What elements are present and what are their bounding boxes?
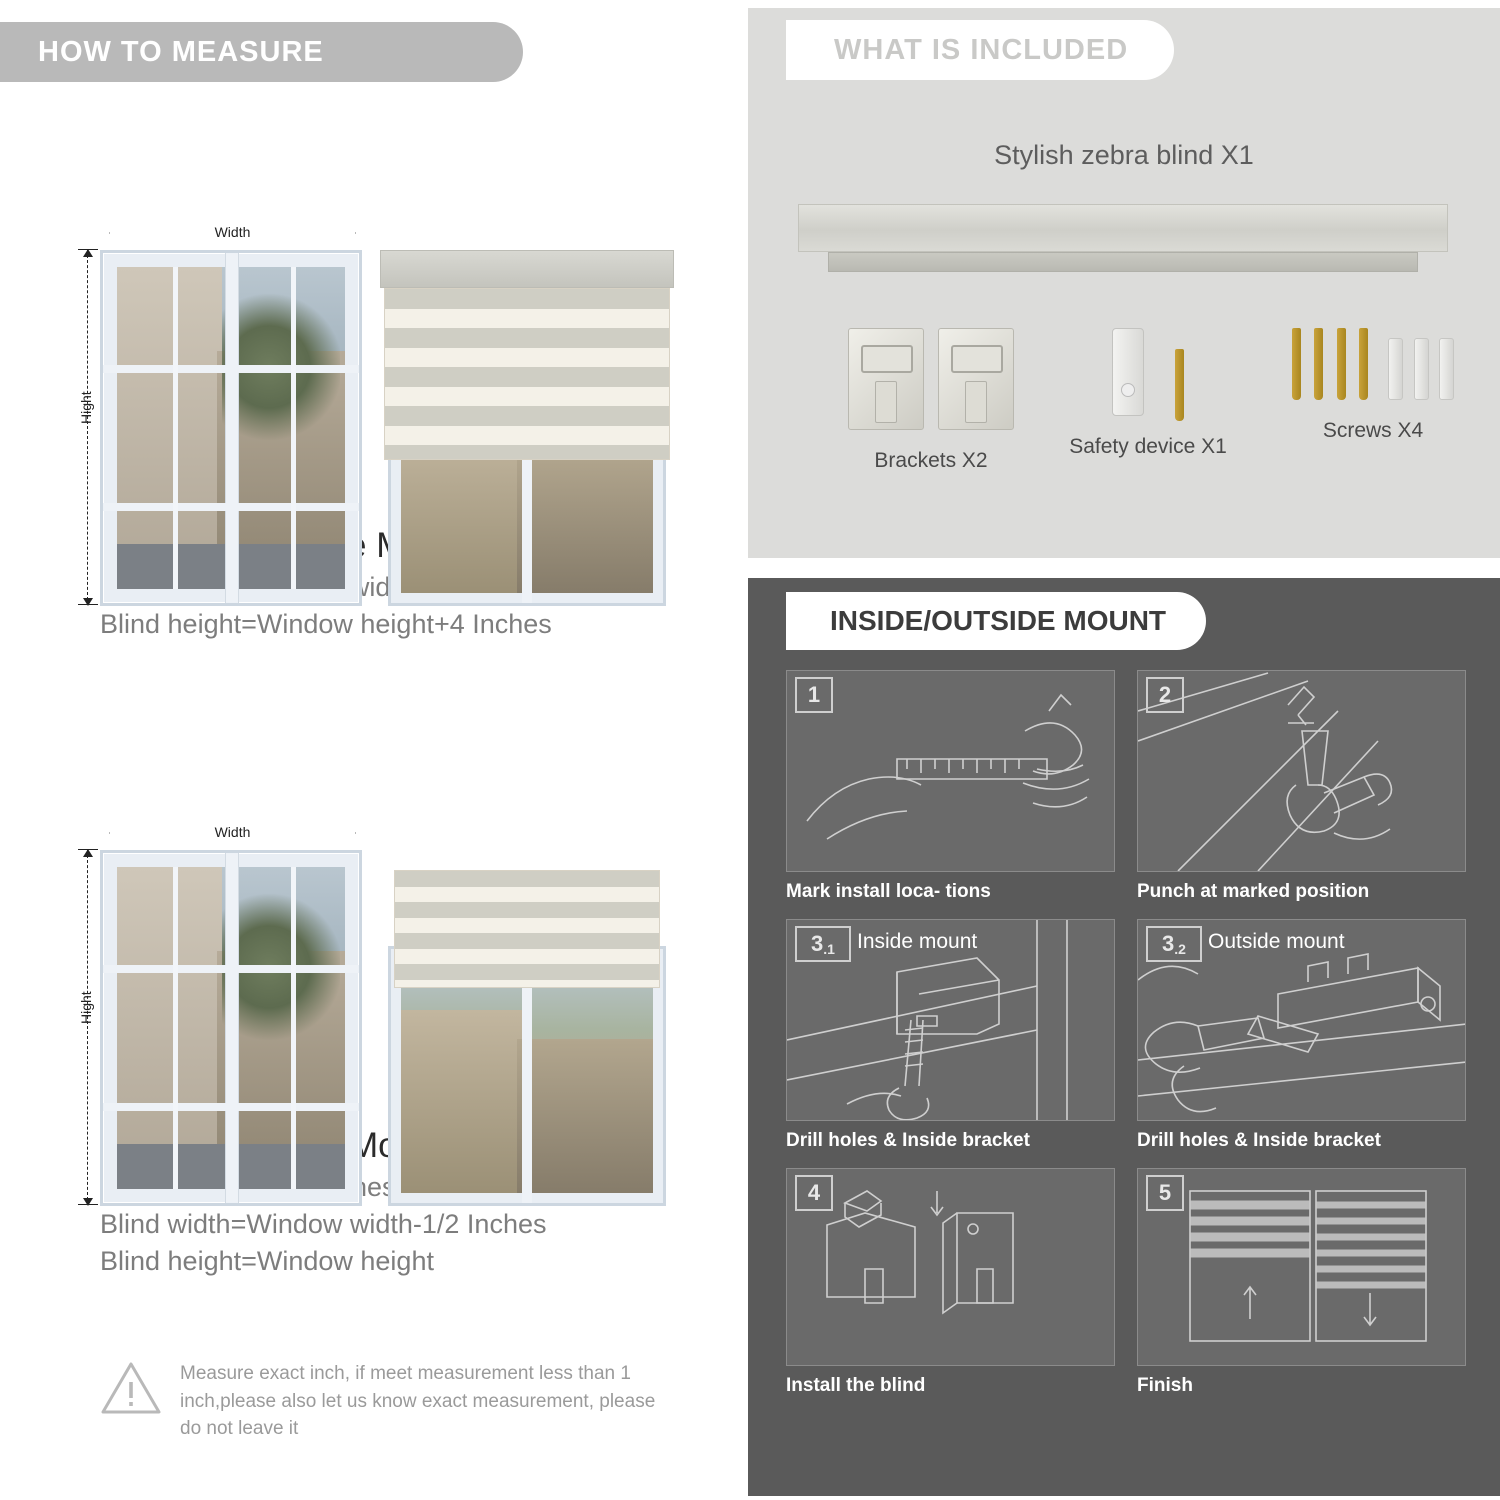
step-4-image bbox=[786, 1168, 1115, 1366]
step-5-image bbox=[1137, 1168, 1466, 1366]
warning-icon bbox=[100, 1360, 162, 1416]
what-is-included-panel bbox=[748, 8, 1500, 558]
part-screws-label: Screws X4 bbox=[1322, 419, 1424, 442]
outside-height-dimension-line bbox=[87, 250, 88, 605]
screw-icon-1 bbox=[1292, 328, 1301, 400]
inside-mount-illustration bbox=[0, 710, 740, 1110]
inside-width-label: Width bbox=[110, 822, 355, 842]
part-screws bbox=[1268, 328, 1478, 443]
outside-height-tick-bottom bbox=[78, 604, 98, 605]
window-mullion-h2 bbox=[103, 503, 359, 511]
part-brackets bbox=[806, 328, 1056, 473]
measure-note bbox=[100, 1360, 680, 1443]
screw-icon-3 bbox=[1337, 328, 1346, 400]
inside-height-tick-bottom bbox=[78, 1204, 98, 1205]
step-2-number: 2 bbox=[1146, 677, 1184, 713]
step-4-caption: Install the blind bbox=[786, 1375, 926, 1396]
outside-mount-illustration bbox=[0, 110, 740, 510]
step-2-image bbox=[1137, 670, 1466, 872]
window-photo-inside bbox=[100, 850, 362, 1206]
how-to-measure-header: HOW TO MEASURE bbox=[0, 22, 523, 82]
step-5 bbox=[1137, 1168, 1466, 1397]
blind-valance bbox=[380, 250, 674, 288]
inside-mount-line-2: Blind width=Window width-1/2 Inches bbox=[100, 1209, 547, 1239]
step-3-2-caption: Drill holes & Inside bracket bbox=[1137, 1130, 1381, 1151]
step-1-image bbox=[786, 670, 1115, 872]
steps-row-3 bbox=[786, 1168, 1466, 1397]
step-1-number: 1 bbox=[795, 677, 833, 713]
step-1 bbox=[786, 670, 1115, 903]
step-2 bbox=[1137, 670, 1466, 903]
step-3-1-number: 3 .1 bbox=[795, 926, 851, 962]
inside-outside-mount-header: INSIDE/OUTSIDE MOUNT bbox=[786, 592, 1206, 650]
step-3-1-subcaption: Inside mount bbox=[857, 930, 978, 953]
inside-mount-line-3: Blind height=Window height bbox=[100, 1246, 434, 1276]
step-1-caption: Mark install loca- tions bbox=[786, 881, 991, 902]
part-safety-device bbox=[1038, 328, 1258, 459]
anchor-icon-3 bbox=[1439, 338, 1454, 400]
bracket-icon-2 bbox=[938, 328, 1014, 430]
headrail-illustration bbox=[798, 204, 1448, 274]
included-main-item: Stylish zebra blind X1 bbox=[994, 140, 1254, 170]
step-3-2-number: 3 .2 bbox=[1146, 926, 1202, 962]
zebra-shade-fabric-inside bbox=[394, 870, 660, 988]
inside-height-label: Hight bbox=[76, 987, 96, 1028]
right-column bbox=[748, 0, 1500, 1500]
bracket-icon bbox=[848, 328, 924, 430]
window-mullion-vertical bbox=[225, 253, 239, 603]
inside-height-tick-top bbox=[78, 849, 98, 850]
window-mullion-h1 bbox=[103, 365, 359, 373]
how-to-measure-panel bbox=[0, 0, 740, 1500]
blind-outside-mount bbox=[380, 250, 674, 606]
measure-note-text: Measure exact inch, if meet measurement less than 1 inch,please also let us know exact measurement, please do not leave it bbox=[180, 1363, 656, 1440]
step-4-number: 4 bbox=[795, 1175, 833, 1211]
step-2-caption: Punch at marked position bbox=[1137, 881, 1370, 902]
step-3-1 bbox=[786, 919, 1115, 1152]
inside-height-dimension-line bbox=[87, 850, 88, 1205]
step-3-1-image bbox=[786, 919, 1115, 1121]
part-brackets-label: Brackets X2 bbox=[874, 449, 988, 472]
window-photo-outside bbox=[100, 250, 362, 606]
blind-inside-mount bbox=[380, 850, 674, 1206]
parts-row bbox=[748, 328, 1500, 498]
step-5-number: 5 bbox=[1146, 1175, 1184, 1211]
outside-height-label: Hight bbox=[76, 387, 96, 428]
step-4 bbox=[786, 1168, 1115, 1397]
anchor-icon-1 bbox=[1388, 338, 1403, 400]
step-3-2-subcaption: Outside mount bbox=[1208, 930, 1345, 953]
what-is-included-header: WHAT IS INCLUDED bbox=[786, 20, 1174, 80]
step-5-caption: Finish bbox=[1137, 1375, 1193, 1396]
steps-grid bbox=[786, 670, 1466, 1413]
steps-row-2 bbox=[786, 919, 1466, 1152]
zebra-shade-fabric bbox=[384, 288, 670, 460]
outside-height-tick-top bbox=[78, 249, 98, 250]
screw-icon-2 bbox=[1314, 328, 1323, 400]
step-3-1-caption: Drill holes & Inside bracket bbox=[786, 1130, 1030, 1151]
outside-mount-line-2: Blind height=Window height+4 Inches bbox=[100, 609, 552, 639]
anchor-icon-2 bbox=[1414, 338, 1429, 400]
screw-icon-4 bbox=[1359, 328, 1368, 400]
safety-device-icon bbox=[1112, 328, 1144, 416]
outside-width-label: Width bbox=[110, 222, 355, 242]
part-safety-label: Safety device X1 bbox=[1069, 435, 1227, 458]
screw-icon-single bbox=[1175, 349, 1184, 421]
step-3-2-image bbox=[1137, 919, 1466, 1121]
inside-outside-mount-panel bbox=[748, 578, 1500, 1496]
step-3-2 bbox=[1137, 919, 1466, 1152]
steps-row-1 bbox=[786, 670, 1466, 903]
